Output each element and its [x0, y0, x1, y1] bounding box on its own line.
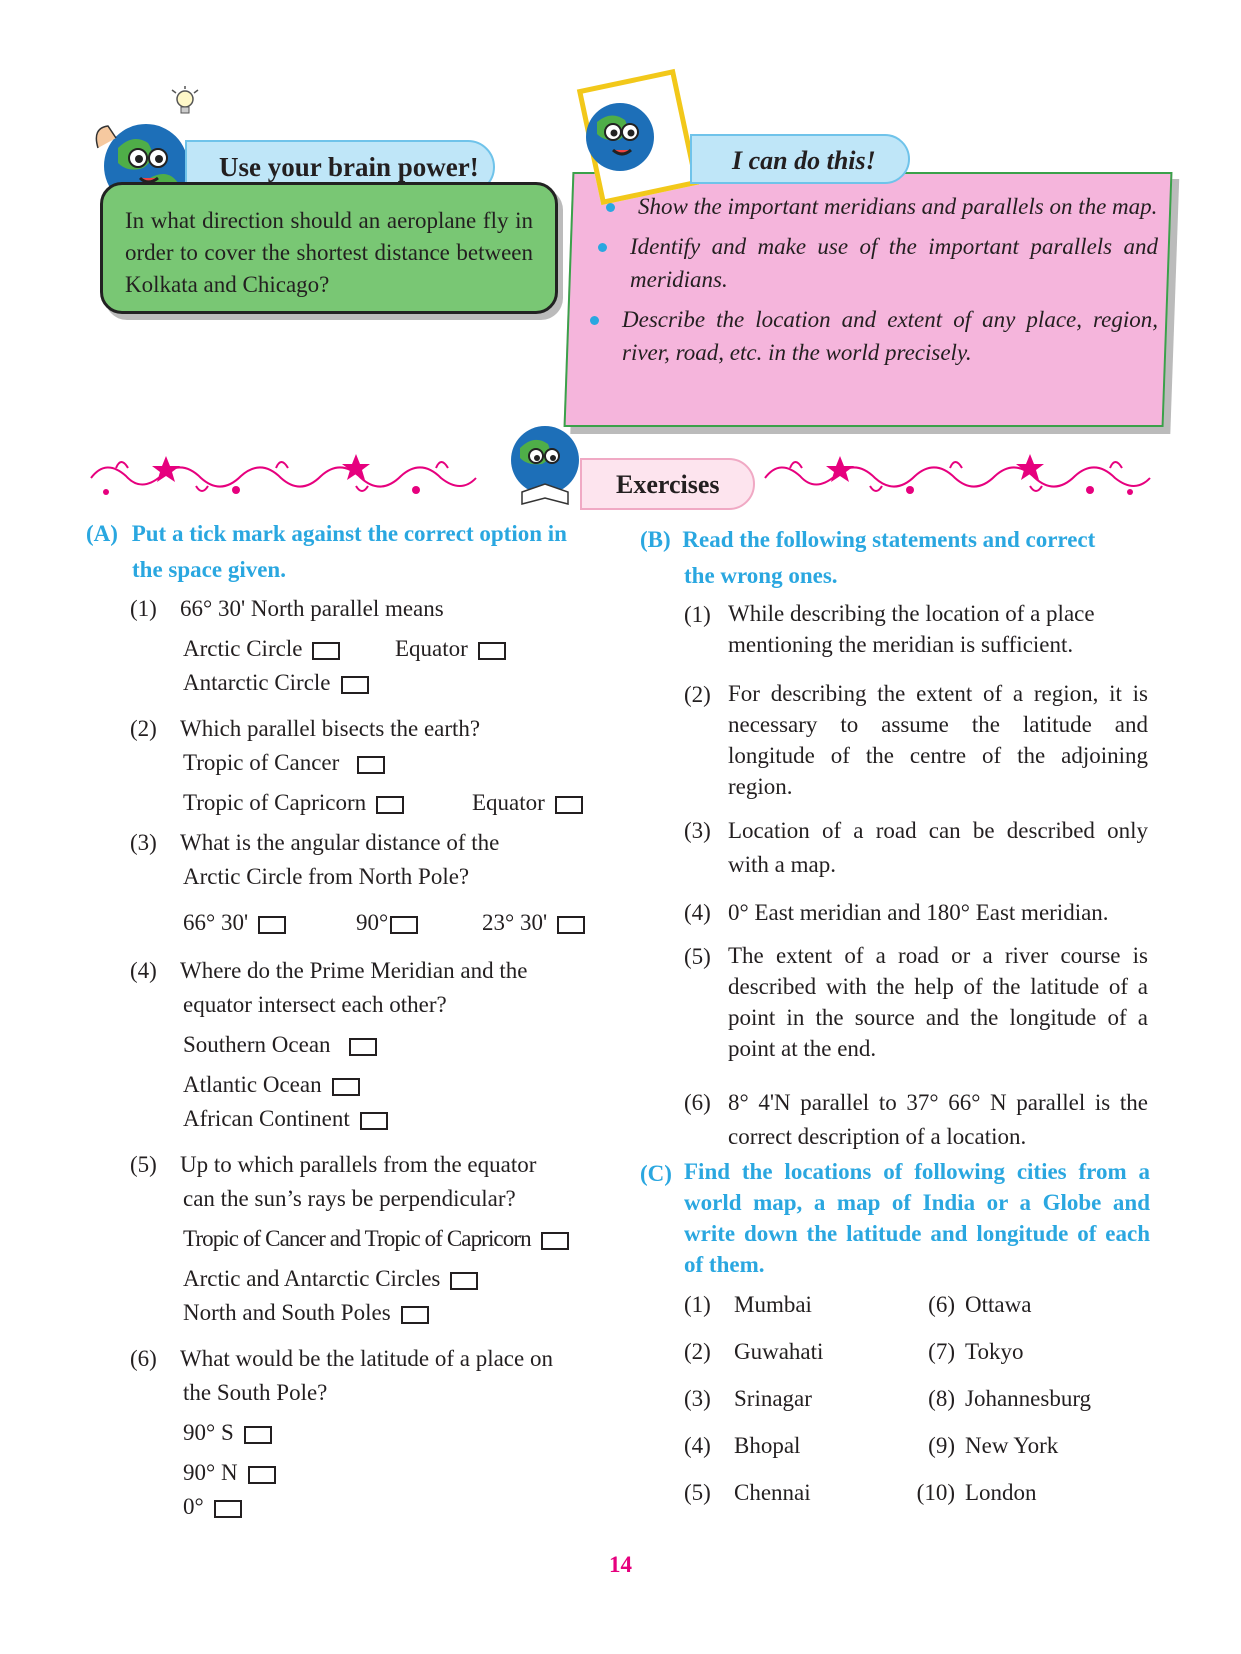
b-item-5: (5) The extent of a road or a river course is described with the help of the latitude of a point in the source and the longitude of a point at the end.: [684, 943, 1148, 1061]
list-item: (2) Guwahati: [684, 1339, 824, 1364]
q1-option-2: Equator: [395, 632, 506, 666]
section-c-label: (C): [640, 1161, 672, 1186]
q5-option-2: Arctic and Antarctic Circles: [183, 1262, 478, 1296]
list-item: (7) Tokyo: [928, 1339, 1024, 1364]
lightbulb-icon: [170, 86, 200, 120]
floral-ornament-left: [86, 448, 481, 504]
checkbox[interactable]: [360, 1112, 388, 1130]
bullet-icon: [590, 316, 599, 325]
q1-option-3: Antarctic Circle: [183, 666, 369, 700]
exercises-title: Exercises: [580, 458, 755, 510]
list-item: Show the important meridians and parallels on the map.: [598, 190, 1158, 223]
section-b-heading-cont: the wrong ones.: [684, 563, 838, 588]
cities-left-list: [684, 1288, 823, 1523]
list-item: (6) Ottawa: [928, 1292, 1032, 1317]
section-a-heading-cont: the space given.: [132, 557, 286, 582]
globe-reading-mascot-icon: [500, 420, 590, 510]
checkbox[interactable]: [248, 1466, 276, 1484]
list-item: (5) Chennai: [684, 1480, 811, 1505]
brain-power-title: Use your brain power!: [185, 140, 495, 194]
list-item: Describe the location and extent of any place, region, river, road, etc. in the world precisely.: [582, 303, 1158, 369]
q2-option-1: Tropic of Cancer: [183, 746, 385, 780]
q3-option-1: 66° 30': [183, 906, 286, 940]
list-item: (10) London: [916, 1480, 1037, 1505]
bullet-icon: [606, 203, 615, 212]
q2-option-2: Tropic of Capricorn: [183, 786, 404, 820]
cities-right-list: [912, 1288, 1091, 1523]
checkbox[interactable]: [341, 676, 369, 694]
question-3: (3) What is the angular distance of the: [130, 830, 500, 855]
q3-option-3: 23° 30': [482, 906, 585, 940]
question-1: (1) 66° 30' North parallel means: [130, 596, 444, 621]
b-item-2: (2) For describing the extent of a region, it is necessary to assume the latitude and longitude of the centre of the adjoining region.: [684, 681, 1148, 799]
brain-power-question: In what direction should an aeroplane fly in order to cover the shortest distance between Kolkata and Chicago?: [100, 182, 558, 314]
checkbox[interactable]: [349, 1038, 377, 1056]
checkbox[interactable]: [376, 796, 404, 814]
q3-option-2: 90°: [356, 906, 418, 940]
question-4-cont: equator intersect each other?: [183, 992, 447, 1017]
question-2: (2) Which parallel bisects the earth?: [130, 716, 481, 741]
list-item: (4) Bhopal: [684, 1433, 801, 1458]
q1-option-1: Arctic Circle: [183, 632, 340, 666]
list-item: (8) Johannesburg: [928, 1386, 1092, 1411]
globe-mascot-icon: [575, 92, 665, 182]
question-6-cont: the South Pole?: [183, 1380, 328, 1405]
q5-option-1: Tropic of Cancer and Tropic of Capricorn: [183, 1222, 569, 1256]
section-c-heading: Find the locations of following cities from a world map, a map of India or a Globe and write down the latitude and longitude of each of them.: [684, 1159, 1150, 1277]
checkbox[interactable]: [332, 1078, 360, 1096]
can-do-title: I can do this!: [690, 134, 910, 184]
checkbox[interactable]: [258, 916, 286, 934]
q2-option-3: Equator: [472, 786, 583, 820]
list-item: Identify and make use of the important parallels and meridians.: [590, 230, 1158, 296]
question-6: (6) What would be the latitude of a place on: [130, 1346, 553, 1371]
b-item-6: (6) 8° 4'N parallel to 37° 66° N parallel is the correct description of a location.: [684, 1090, 1148, 1149]
b-item-3: (3) Location of a road can be described only with a map.: [684, 818, 1148, 877]
floral-ornament-right: [760, 448, 1155, 504]
question-5: (5) Up to which parallels from the equator: [130, 1152, 537, 1177]
checkbox[interactable]: [557, 916, 585, 934]
checkbox[interactable]: [401, 1306, 429, 1324]
section-b-heading: (B) Read the following statements and correct: [640, 527, 1096, 552]
checkbox[interactable]: [478, 642, 506, 660]
checkbox[interactable]: [555, 796, 583, 814]
can-do-list: [598, 190, 1158, 376]
q6-option-1: 90° S: [183, 1416, 272, 1450]
b-item-4: (4) 0° East meridian and 180° East meridian.: [684, 900, 1109, 925]
question-5-cont: can the sun’s rays be perpendicular?: [183, 1186, 516, 1211]
checkbox[interactable]: [450, 1272, 478, 1290]
page-number: 14: [609, 1552, 632, 1577]
checkbox[interactable]: [541, 1232, 569, 1250]
question-4: (4) Where do the Prime Meridian and the: [130, 958, 528, 983]
checkbox[interactable]: [390, 916, 418, 934]
checkbox[interactable]: [214, 1500, 242, 1518]
checkbox[interactable]: [244, 1426, 272, 1444]
checkbox[interactable]: [312, 642, 340, 660]
question-3-cont: Arctic Circle from North Pole?: [183, 864, 470, 889]
q4-option-2: Atlantic Ocean: [183, 1068, 360, 1102]
list-item: (3) Srinagar: [684, 1386, 812, 1411]
section-a-heading: (A) Put a tick mark against the correct option in: [86, 521, 567, 546]
list-item: (1) Mumbai: [684, 1292, 812, 1317]
list-item: (9) New York: [928, 1433, 1059, 1458]
q6-option-2: 90° N: [183, 1456, 276, 1490]
bullet-icon: [598, 243, 607, 252]
q6-option-3: 0°: [183, 1490, 242, 1524]
q4-option-1: Southern Ocean: [183, 1028, 377, 1062]
q4-option-3: African Continent: [183, 1102, 388, 1136]
b-item-1: (1) While describing the location of a place mentioning the meridian is sufficient.: [684, 601, 1095, 657]
q5-option-3: North and South Poles: [183, 1296, 429, 1330]
checkbox[interactable]: [357, 756, 385, 774]
